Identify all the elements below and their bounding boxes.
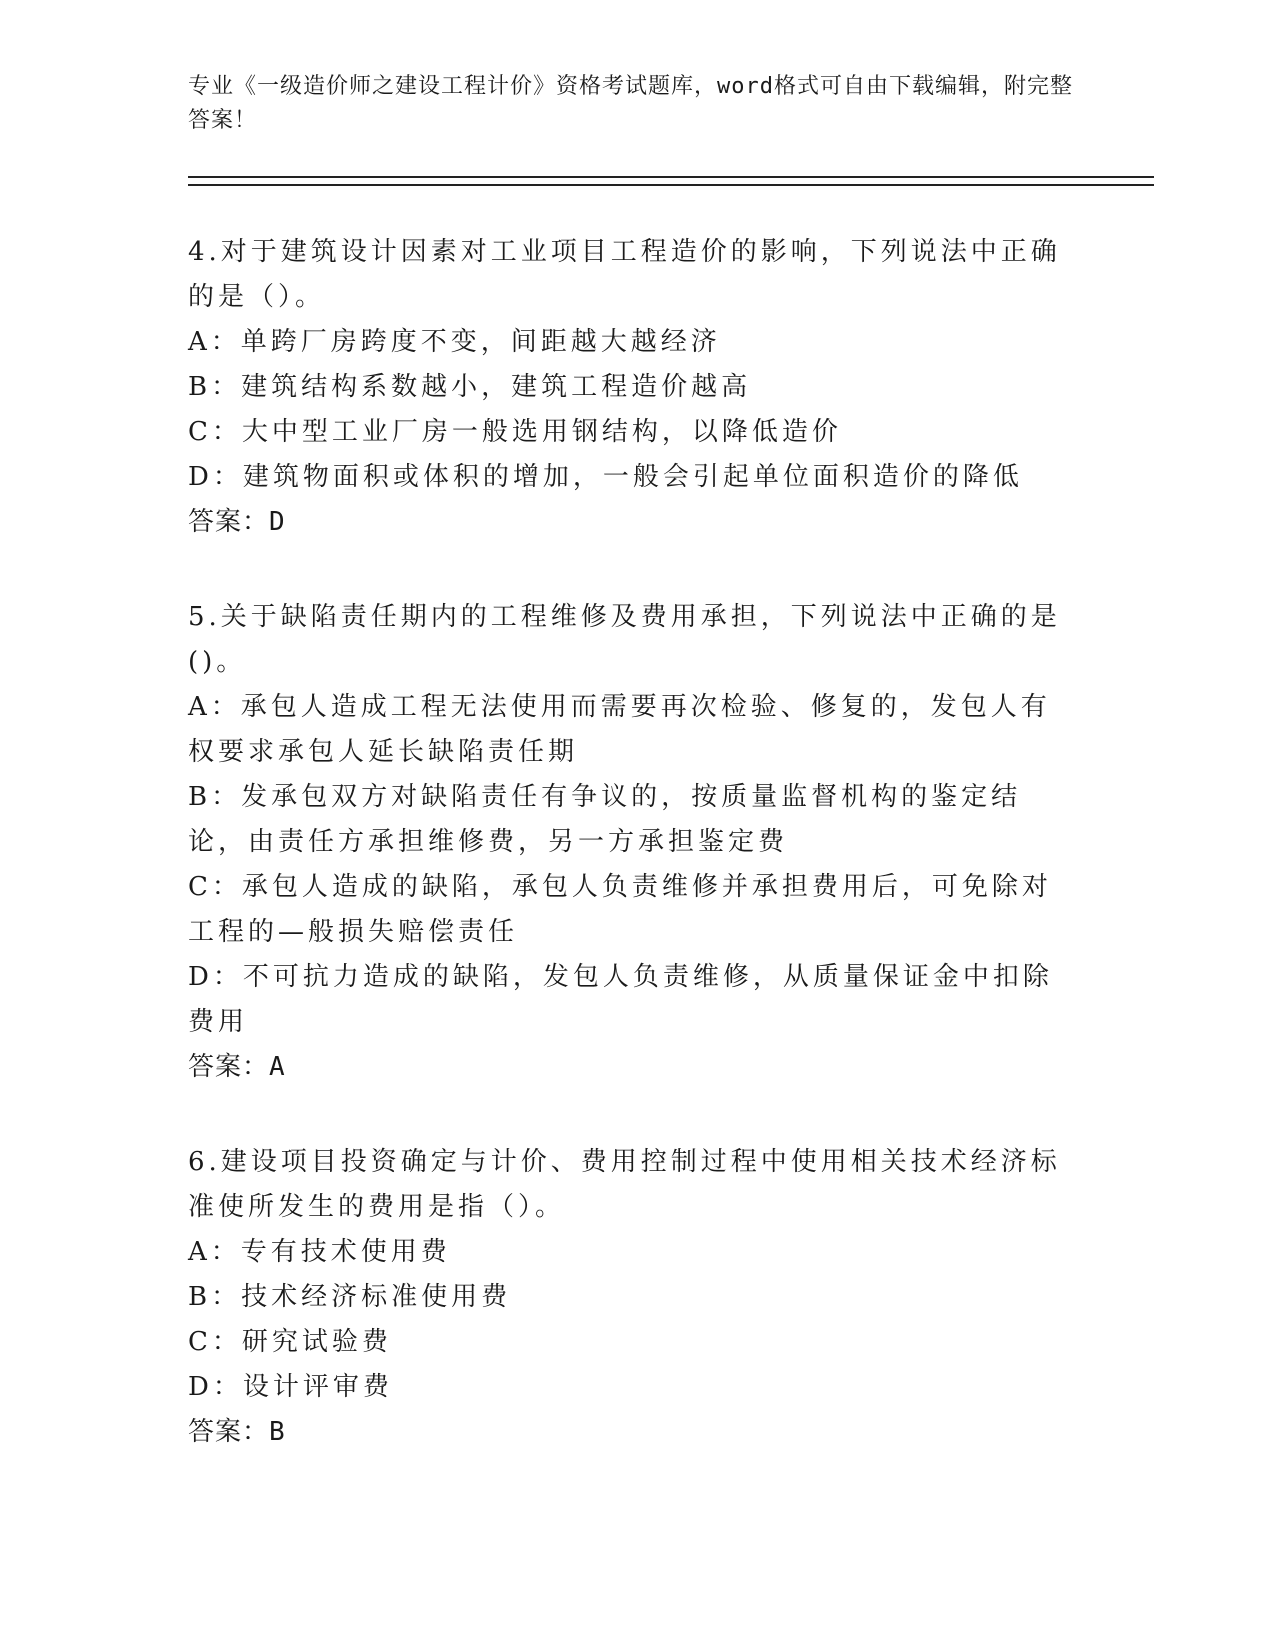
question-6 bbox=[188, 1140, 1158, 1455]
option-d: D：不可抗力造成的缺陷，发包人负责维修，从质量保证金中扣除费用 bbox=[188, 962, 1053, 1037]
option-d: D：设计评审费 bbox=[188, 1372, 393, 1402]
document-intro: 专业《一级造价师之建设工程计价》资格考试题库，word格式可自由下载编辑，附完整答案！ bbox=[188, 74, 1073, 133]
question-stem: 6.建设项目投资确定与计价、费用控制过程中使用相关技术经济标准使所发生的费用是指（）。 bbox=[188, 1147, 1061, 1222]
option-a: A：专有技术使用费 bbox=[188, 1237, 451, 1267]
question-stem: 4.对于建筑设计因素对工业项目工程造价的影响，下列说法中正确的是（）。 bbox=[188, 237, 1061, 312]
answer-text: 答案：B bbox=[188, 1417, 286, 1447]
option-a: A：承包人造成工程无法使用而需要再次检验、修复的，发包人有权要求承包人延长缺陷责任期 bbox=[188, 692, 1051, 767]
option-b: B：建筑结构系数越小，建筑工程造价越高 bbox=[188, 372, 752, 402]
option-c: C：研究试验费 bbox=[188, 1327, 392, 1357]
option-b: B：发承包双方对缺陷责任有争议的，按质量监督机构的鉴定结论，由责任方承担维修费，另一方承担鉴定费 bbox=[188, 782, 1022, 857]
document-page bbox=[188, 70, 1158, 1505]
question-list bbox=[188, 230, 1158, 1455]
header-divider bbox=[188, 176, 1154, 186]
option-c: C：承包人造成的缺陷，承包人负责维修并承担费用后，可免除对工程的—般损失赔偿责任 bbox=[188, 872, 1052, 947]
question-4 bbox=[188, 230, 1158, 545]
question-stem: 5.关于缺陷责任期内的工程维修及费用承担，下列说法中正确的是()。 bbox=[188, 602, 1061, 677]
answer-text: 答案：D bbox=[188, 507, 286, 537]
option-c: C：大中型工业厂房一般选用钢结构，以降低造价 bbox=[188, 417, 842, 447]
answer-text: 答案：A bbox=[188, 1052, 286, 1082]
option-b: B：技术经济标准使用费 bbox=[188, 1282, 512, 1312]
option-d: D：建筑物面积或体积的增加，一般会引起单位面积造价的降低 bbox=[188, 462, 1023, 492]
question-5 bbox=[188, 595, 1158, 1090]
option-a: A：单跨厂房跨度不变，间距越大越经济 bbox=[188, 327, 721, 357]
